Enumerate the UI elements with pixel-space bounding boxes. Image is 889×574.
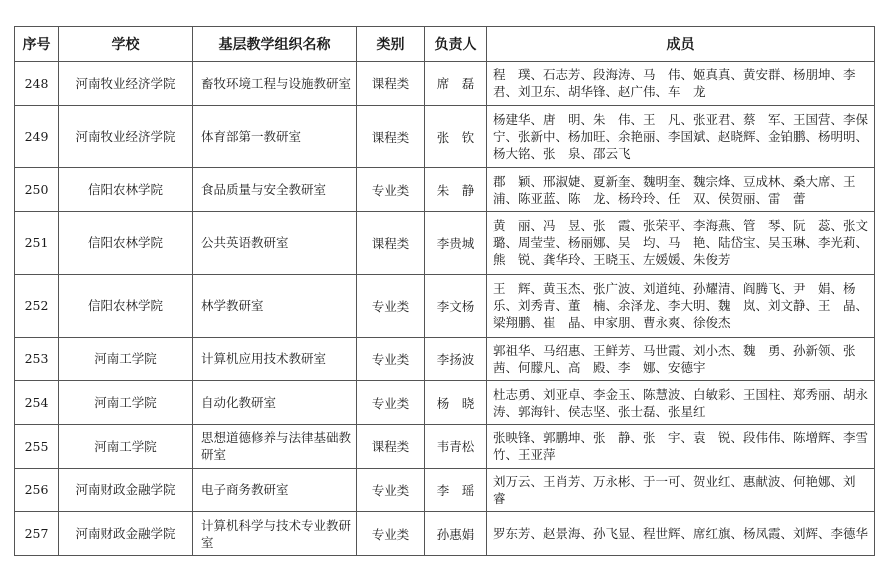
cell-type: 专业类: [357, 512, 425, 556]
header-type: 类别: [357, 27, 425, 62]
cell-school: 河南工学院: [59, 381, 193, 425]
cell-members: 张映锋、郭鹏坤、张 静、张 宇、袁 锐、段伟伟、陈增辉、李雪竹、王亚萍: [487, 424, 875, 468]
cell-no: 248: [15, 62, 59, 106]
cell-members: 郭祖华、马绍惠、王鲜芳、马世霞、刘小杰、魏 勇、孙新领、张 茜、何朦凡、高 殿、李 娜、安德宇: [487, 337, 875, 381]
header-members: 成员: [487, 27, 875, 62]
cell-members: 杜志勇、刘亚卓、李金玉、陈慧波、白敏彩、王国柱、郑秀丽、胡永涛、郭海针、侯志坚、张士磊、张星红: [487, 381, 875, 425]
table-row: [15, 468, 875, 512]
cell-type: 专业类: [357, 168, 425, 212]
table-row: [15, 168, 875, 212]
cell-leader: 李文杨: [425, 274, 487, 337]
cell-leader: 李 瑶: [425, 468, 487, 512]
table-row: [15, 424, 875, 468]
cell-type: 专业类: [357, 468, 425, 512]
cell-school: 河南工学院: [59, 424, 193, 468]
cell-no: 257: [15, 512, 59, 556]
cell-members: 罗东芳、赵景海、孙飞显、程世辉、席红旗、杨凤霞、刘辉、李德华: [487, 512, 875, 556]
cell-type: 专业类: [357, 381, 425, 425]
cell-leader: 李贵城: [425, 212, 487, 275]
cell-no: 255: [15, 424, 59, 468]
cell-school: 河南牧业经济学院: [59, 62, 193, 106]
cell-type: 课程类: [357, 105, 425, 168]
cell-no: 256: [15, 468, 59, 512]
table-row: [15, 512, 875, 556]
header-row: [15, 27, 875, 62]
cell-leader: 杨 晓: [425, 381, 487, 425]
cell-no: 253: [15, 337, 59, 381]
cell-no: 254: [15, 381, 59, 425]
cell-org: 林学教研室: [193, 274, 357, 337]
cell-org: 体育部第一教研室: [193, 105, 357, 168]
cell-leader: 席 磊: [425, 62, 487, 106]
cell-org: 计算机科学与技术专业教研室: [193, 512, 357, 556]
table-row: [15, 105, 875, 168]
table-row: [15, 337, 875, 381]
header-no: 序号: [15, 27, 59, 62]
cell-type: 课程类: [357, 62, 425, 106]
cell-school: 信阳农林学院: [59, 168, 193, 212]
cell-org: 公共英语教研室: [193, 212, 357, 275]
table-row: [15, 381, 875, 425]
cell-org: 电子商务教研室: [193, 468, 357, 512]
cell-no: 250: [15, 168, 59, 212]
cell-school: 信阳农林学院: [59, 212, 193, 275]
cell-type: 专业类: [357, 274, 425, 337]
cell-type: 课程类: [357, 212, 425, 275]
cell-school: 信阳农林学院: [59, 274, 193, 337]
cell-members: 程 璞、石志芳、段海涛、马 伟、姬真真、黄安群、杨朋坤、李 君、刘卫东、胡华锋、赵广伟、车 龙: [487, 62, 875, 106]
cell-org: 思想道德修养与法律基础教研室: [193, 424, 357, 468]
cell-leader: 张 钦: [425, 105, 487, 168]
cell-school: 河南财政金融学院: [59, 468, 193, 512]
cell-members: 刘万云、王肖芳、万永彬、于一可、贺业红、惠献波、何艳娜、刘 睿: [487, 468, 875, 512]
header-org: 基层教学组织名称: [193, 27, 357, 62]
cell-org: 自动化教研室: [193, 381, 357, 425]
cell-school: 河南财政金融学院: [59, 512, 193, 556]
cell-leader: 韦青松: [425, 424, 487, 468]
cell-school: 河南牧业经济学院: [59, 105, 193, 168]
cell-no: 249: [15, 105, 59, 168]
cell-org: 计算机应用技术教研室: [193, 337, 357, 381]
cell-members: 郡 颖、邢淑婕、夏新奎、魏明奎、魏宗烽、豆成林、桑大席、王 浦、陈亚蓝、陈 龙、杨玲玲、任 双、侯贺丽、雷 蕾: [487, 168, 875, 212]
table-row: [15, 274, 875, 337]
header-school: 学校: [59, 27, 193, 62]
table-row: [15, 212, 875, 275]
cell-org: 畜牧环境工程与设施教研室: [193, 62, 357, 106]
cell-leader: 孙惠娟: [425, 512, 487, 556]
teaching-org-table: [14, 26, 875, 556]
cell-members: 王 辉、黄玉杰、张广波、刘道纯、孙耀清、阎腾飞、尹 娟、杨 乐、刘秀青、董 楠、余泽龙、李大明、魏 岚、刘文静、王 晶、梁翔鹏、崔 晶、申家朋、曹永爽、徐俊杰: [487, 274, 875, 337]
cell-leader: 朱 静: [425, 168, 487, 212]
table-row: [15, 62, 875, 106]
cell-org: 食品质量与安全教研室: [193, 168, 357, 212]
header-leader: 负责人: [425, 27, 487, 62]
cell-type: 专业类: [357, 337, 425, 381]
cell-leader: 李扬波: [425, 337, 487, 381]
cell-type: 课程类: [357, 424, 425, 468]
cell-members: 杨建华、唐 明、朱 伟、王 凡、张亚君、蔡 军、王国营、李保宁、张新中、杨加旺、余艳丽、李国斌、赵晓辉、金铂鹏、杨明明、杨大铭、张 泉、邵云飞: [487, 105, 875, 168]
cell-members: 黄 丽、冯 昱、张 霞、张荣平、李海燕、管 琴、阮 蕊、张文璐、周莹莹、杨丽娜、吴 均、马 艳、陆岱宝、吴玉琳、李光莉、熊 锐、龚华玲、王晓玉、左媛媛、朱俊芳: [487, 212, 875, 275]
cell-no: 251: [15, 212, 59, 275]
cell-school: 河南工学院: [59, 337, 193, 381]
cell-no: 252: [15, 274, 59, 337]
